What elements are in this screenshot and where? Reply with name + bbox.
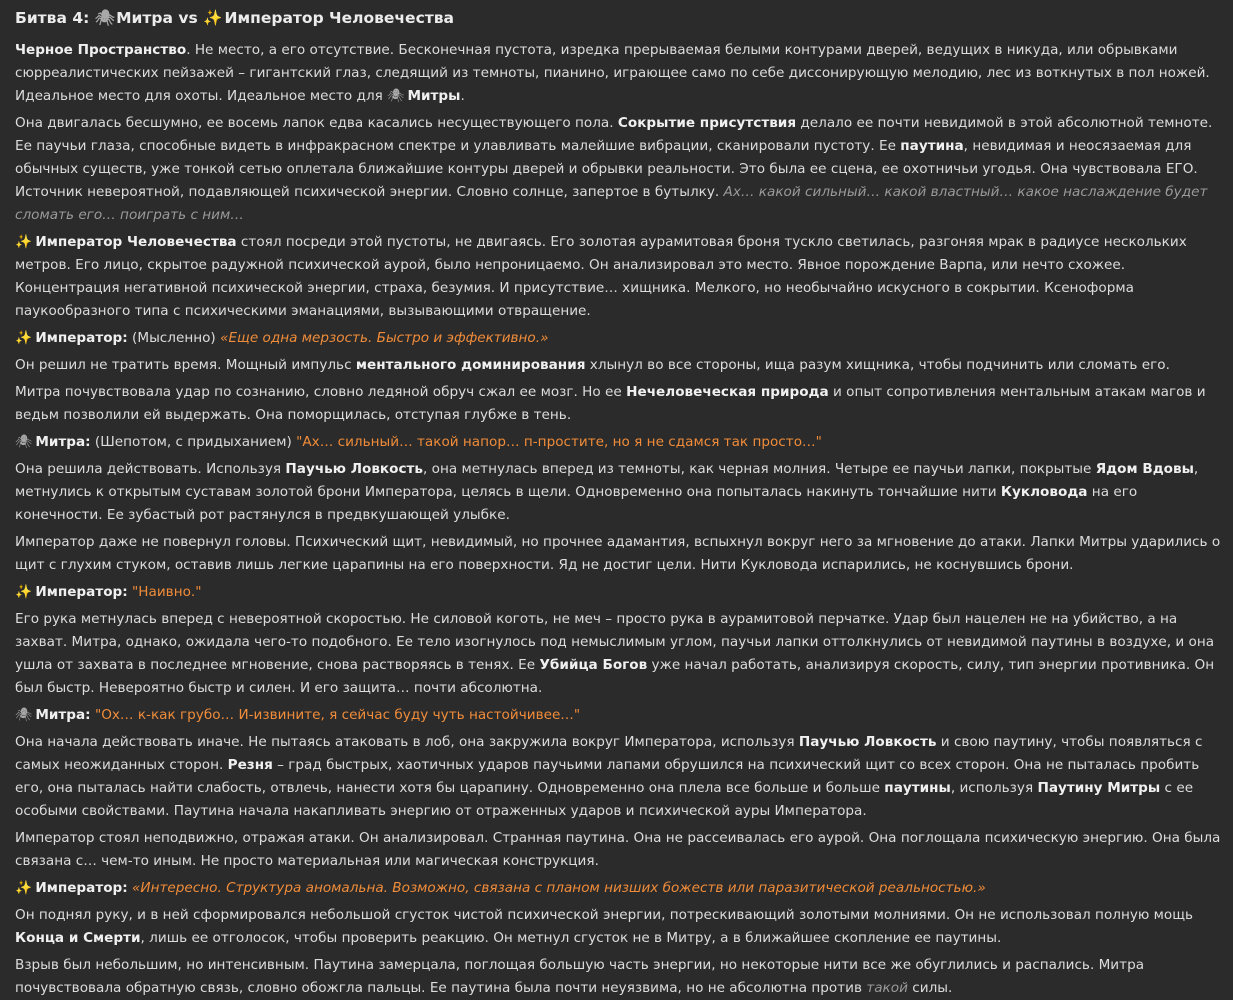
dialogue-emperor-3 <box>15 877 1223 900</box>
text-segment: делало ее почти невидимой в этой абсолютной темноте. Ее паучьи глаза, способные видеть в инфракрасном спектре и улавливать малейшие вибрации, сканировали пустоту. Ее <box>15 115 1213 154</box>
dialogue-mitra-2 <box>15 704 1223 727</box>
text-segment: – град быстрых, хаотичных ударов паучьими лапами обрушился на психический щит со всех сторон. Она не пыталась пробить его, она пыталась найти слабость, отвлечь, нанести хотя бы царапину. Одновременно она плела все больше и больше <box>15 757 1200 796</box>
bold-term: Паутину Митры <box>1037 780 1161 796</box>
bold-term: Паучью Ловкость <box>798 734 937 750</box>
spider-icon: 🕷 <box>15 434 33 450</box>
paragraph-mitra-flurry <box>15 731 1223 823</box>
text-segment: хлынул во все стороны, ища разум хищника, чтобы подчинить или сломать его. <box>585 357 1170 373</box>
bold-term: Кукловода <box>1000 484 1088 500</box>
paragraph-setting <box>15 39 1223 108</box>
bold-term: ментального доминирования <box>355 357 586 373</box>
dialogue-emperor-2 <box>15 581 1223 604</box>
text-segment: Его рука метнулась вперед с невероятной скоростью. Не силовой коготь, не меч – просто рука в аурамитовой перчатке. Удар был нацелен не на убийство, а на захват. Митра, однако, ожидала чего-то подобного. Ее тело изогнулось под немыслимым углом, паучьи лапки оттолкнулись от невидимой паутины в воздухе, и она ушла от захвата в последнее мгновение, снова растворяясь в тенях. Ее <box>15 611 1215 673</box>
text-segment: Митра почувствовала удар по сознанию, словно ледяной обруч сжал ее мозг. Но ее <box>15 384 627 400</box>
paragraph-emperor-intro <box>15 231 1223 323</box>
dialogue-quote: "Ах… сильный… такой напор… п-простите, но я не сдамся так просто…" <box>296 434 822 450</box>
spider-icon: 🕷 <box>387 88 405 104</box>
bold-term: паутина <box>900 138 964 154</box>
text-segment: . <box>460 88 465 104</box>
paragraph-psychic-shield <box>15 531 1223 577</box>
spider-icon: 🕷 <box>94 9 115 27</box>
inner-thought: Ах… какой сильный… какой властный… какое наслаждение будет сломать его… поиграть с ним… <box>15 184 1208 223</box>
bold-term: Черное Пространство <box>15 42 187 58</box>
paragraph-psychic-bolt <box>15 904 1223 950</box>
text-segment: (Шепотом, с придыханием) <box>90 434 297 450</box>
text-segment: уже начал работать, анализируя скорость, силу, тип энергии противника. Он был быстр. Невероятно быстр и силен. И его защита… почти абсолютна. <box>15 657 1215 696</box>
spider-icon: 🕷 <box>15 707 33 723</box>
paragraph-mitra-resists <box>15 381 1223 427</box>
text-segment: с ее особыми свойствами. Паутина начала накапливать энергию от отраженных ударов и психической ауры Императора. <box>15 780 1194 819</box>
bold-term: Убийца Богов <box>539 657 648 673</box>
bold-term: Сокрытие присутствия <box>617 115 797 131</box>
text-segment: , метнулись к открытым суставам золотой брони Императора, целясь в щели. Одновременно она попыталась накинуть тончайшие нити <box>15 461 1199 500</box>
bold-term: Император Человечества <box>35 234 237 250</box>
text-segment: . Не место, а его отсутствие. Бесконечная пустота, изредка прерываемая белыми контурами дверей, ведущих в никуда, или обрывками сюрреалистических пейзажей – гигантский глаз, следящий из темноты, пианино, играющее само по себе диссонирующую мелодию, лес из воткнутых в пол ножей. Идеальное место для охоты. Идеальное место для <box>15 42 1210 104</box>
text-segment: Она начала действовать иначе. Не пытаясь атаковать в лоб, она закружила вокруг Императора, используя <box>15 734 799 750</box>
text-segment: , она метнулась вперед из темноты, как черная молния. Четыре ее паучьи лапки, покрытые <box>423 461 1096 477</box>
battle-title <box>15 6 1223 30</box>
paragraph-mental-domination <box>15 354 1223 377</box>
dialogue-quote: «Интересно. Структура аномальна. Возможно, связана с планом низших божеств или паразитической реальностью.» <box>132 880 986 896</box>
text-segment: Взрыв был небольшим, но интенсивным. Паутина замерцала, поглощая большую часть энергии, но некоторые нити все же обуглились и распались. Митра почувствовала обратную связь, словно обожгла пальцы. Ее паутина была почти неуязвима, но не абсолютна против <box>15 957 1145 996</box>
dialogue-quote: "Наивно." <box>132 584 202 600</box>
bold-term: Император: <box>35 330 128 346</box>
bold-term: Митра: <box>35 434 91 450</box>
paragraph-mitra-attack <box>15 458 1223 527</box>
text-segment: Император даже не повернул головы. Психический щит, невидимый, но прочнее адамантия, вспыхнул вокруг него за мгновение до атаки. Лапки Митры ударились о щит с глухим стуком, оставив лишь легкие царапины на его поверхности. Яд не достиг цели. Нити Кукловода испарились, не коснувшись брони. <box>15 534 1221 573</box>
sparkles-icon: ✨ <box>15 330 32 346</box>
dialogue-quote: «Еще одна мерзость. Быстро и эффективно.» <box>220 330 549 346</box>
text-segment: Битва 4: <box>15 9 90 27</box>
bold-term: Нечеловеческая природа <box>626 384 829 400</box>
text-segment: на его конечности. Ее зубастый рот растянулся в предвкушающей улыбке. <box>15 484 1138 523</box>
text-segment: и свою паутину, чтобы появляться с самых неожиданных сторон. <box>15 734 1203 773</box>
bold-term: Император: <box>35 880 128 896</box>
text-segment: Он решил не тратить время. Мощный импульс <box>15 357 356 373</box>
bold-term: паутины <box>884 780 951 796</box>
paragraph-emperor-analyzes <box>15 827 1223 873</box>
text-segment: Он поднял руку, и в ней сформировался небольшой сгусток чистой психической энергии, потрескивающий золотыми молниями. Он не использовал полную мощь <box>15 907 1194 923</box>
dialogue-quote: "Ох… к-как грубо… И-извините, я сейчас буду чуть настойчивее…" <box>94 707 581 723</box>
bold-term: Паучью Ловкость <box>285 461 424 477</box>
text-segment: Она двигалась бесшумно, ее восемь лапок едва касались несуществующего пола. <box>15 115 618 131</box>
text-segment: и опыт сопротивления ментальным атакам магов и ведьм позволили ей выдержать. Она поморщилась, отступая глубже в тень. <box>15 384 1206 423</box>
sparkles-icon: ✨ <box>15 880 32 896</box>
text-segment: Император стоял неподвижно, отражая атаки. Он анализировал. Странная паутина. Она не рассеивалась его аурой. Она поглощала психическую энергию. Она была связана с… чем-то иным. Не просто материальная или магическая конструкция. <box>15 830 1221 869</box>
dialogue-mitra-1 <box>15 431 1223 454</box>
sparkles-icon: ✨ <box>15 584 32 600</box>
text-segment: Она решила действовать. Используя <box>15 461 286 477</box>
text-segment: , лишь ее отголосок, чтобы проверить реакцию. Он метнул сгусток не в Митру, а в ближайшее скопление ее паутины. <box>140 930 1002 946</box>
sparkles-icon: ✨ <box>203 9 223 27</box>
text-segment: Митра <box>116 9 173 27</box>
bold-term: Император: <box>35 584 128 600</box>
text-segment: стоял посреди этой пустоты, не двигаясь. Его золотая аурамитовая броня тускло светилась, разгоняя мрак в радиусе нескольких метров. Его лицо, скрытое радужной психической аурой, было непроницаемо. Он анализировал это место. Явное порождение Варпа, или нечто схожее. Концентрация негативной психической энергии, страха, безумия. И присутствие… хищника. Мелкого, но необычайно искусного в сокрытии. Ксеноформа паукообразного типа с психическими эманациями, вызывающими отвращение. <box>15 234 1187 319</box>
bold-term: Конца и Смерти <box>15 930 141 946</box>
text-segment: vs <box>178 9 198 27</box>
text-segment: Император Человечества <box>224 9 455 27</box>
text-segment: , используя <box>950 780 1038 796</box>
text-segment: , невидимая и неосязаемая для обычных существ, уже тонкой сетью оплетала ближайшие контуры дверей и обрывки реальности. Это была ее сцена, ее охотничьи угодья. Она чувствовала ЕГО. Источник невероятной, подавляющей психической энергии. Словно солнце, запертое в бутылку. <box>15 138 1198 200</box>
text-segment: (Мысленно) <box>127 330 221 346</box>
paragraph-emperor-grab <box>15 608 1223 700</box>
bold-term: Митра: <box>35 707 91 723</box>
text-segment: силы. <box>907 980 953 996</box>
dialogue-emperor-1 <box>15 327 1223 350</box>
text-segment: такой <box>866 980 908 996</box>
bold-term: Митры <box>407 88 461 104</box>
paragraph-mitra-hunting <box>15 112 1223 227</box>
bold-term: Резня <box>227 757 273 773</box>
bold-term: Ядом Вдовы <box>1095 461 1194 477</box>
paragraph-explosion <box>15 954 1223 1000</box>
sparkles-icon: ✨ <box>15 234 32 250</box>
